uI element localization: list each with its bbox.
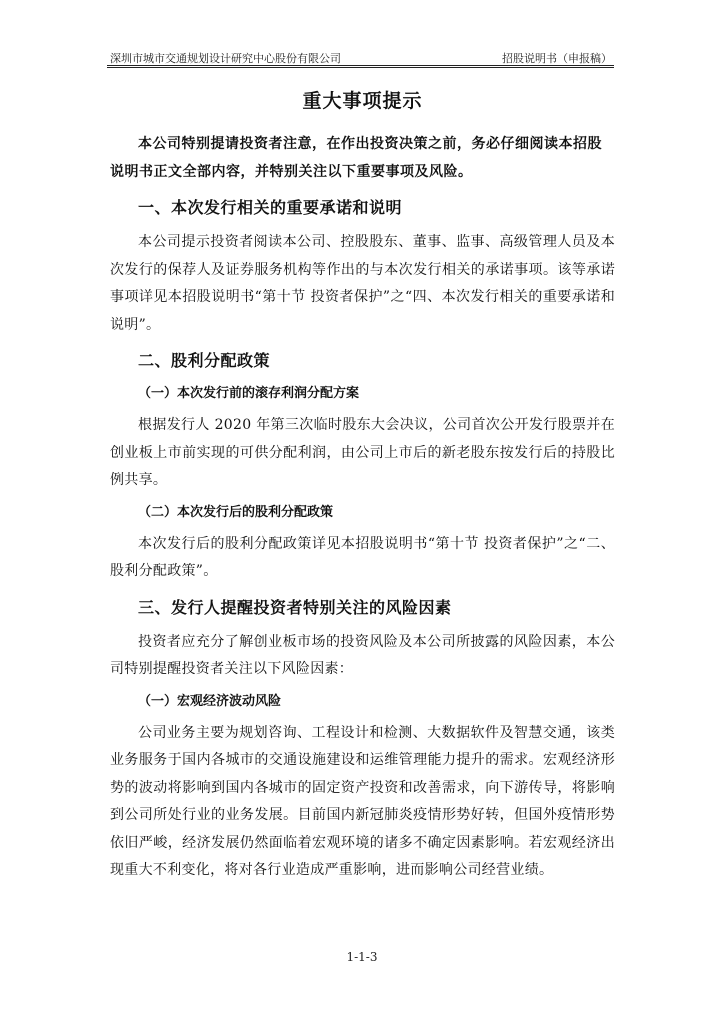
section-2-1-paragraph: 根据发行人 2020 年第三次临时股东大会决议，公司首次公开发行股票并在创业板上市前实现的可供分配利润，由公司上市后的新老股东按发行后的持股比例共享。: [110, 417, 615, 488]
intro-notice: 本公司特别提请投资者注意，在作出投资决策之前，务必仔细阅读本招股说明书正文全部内容，并特别关注以下重要事项及风险。: [110, 136, 602, 180]
section-3-paragraph: 投资者应充分了解创业板市场的投资风险及本公司所披露的风险因素，本公司特别提醒投资者关注以下风险因素：: [110, 633, 615, 677]
section-3-1-paragraph: 公司业务主要为规划咨询、工程设计和检测、大数据软件及智慧交通，该类业务服务于国内各城市的交通设施建设和运维管理能力提升的需求。宏观经济形势的波动将影响到国内各城市的固定资产投资和改善需求，向下游传导，将影响到公司所处行业的业务发展。目前国内新冠肺炎疫情形势好转，但国外疫情形势依旧严峻，经济发展仍然面临着宏观环境的诸多不确定因素影响。若宏观经济出现重大不利变化，将对各行业造成严重影响，进而影响公司经营业绩。: [110, 724, 615, 878]
page-title: 重大事项提示: [302, 90, 423, 112]
section-3-1-heading: （一）宏观经济波动风险: [138, 693, 282, 709]
section-2-heading: 二、股利分配政策: [138, 351, 271, 370]
section-2-1-heading: （一）本次发行前的滚存利润分配方案: [138, 386, 360, 401]
page-header: [107, 47, 614, 66]
section-1-heading: 一、本次发行相关的重要承诺和说明: [138, 198, 403, 217]
header-divider: [107, 67, 614, 68]
section-2-2-heading: （二）本次发行后的股利分配政策: [138, 504, 334, 520]
document-body: [110, 86, 615, 885]
header-company-name: 深圳市城市交通规划设计研究中心股份有限公司: [110, 52, 341, 65]
header-document-type: 招股说明书（申报稿）: [502, 52, 612, 65]
section-1-paragraph: 本公司提示投资者阅读本公司、控股股东、董事、监事、高级管理人员及本次发行的保荐人及证券服务机构等作出的与本次发行相关的承诺事项。该等承诺事项详见本招股说明书“第十节 投资者保护”之“四、本次发行相关的重要承诺和说明”。: [110, 234, 615, 333]
section-2-2-paragraph: 本次发行后的股利分配政策详见本招股说明书“第十节 投资者保护”之“二、股利分配政策”。: [110, 535, 615, 579]
page-number: 1-1-3: [346, 950, 378, 964]
section-3-heading: 三、发行人提醒投资者特别关注的风险因素: [138, 597, 452, 617]
